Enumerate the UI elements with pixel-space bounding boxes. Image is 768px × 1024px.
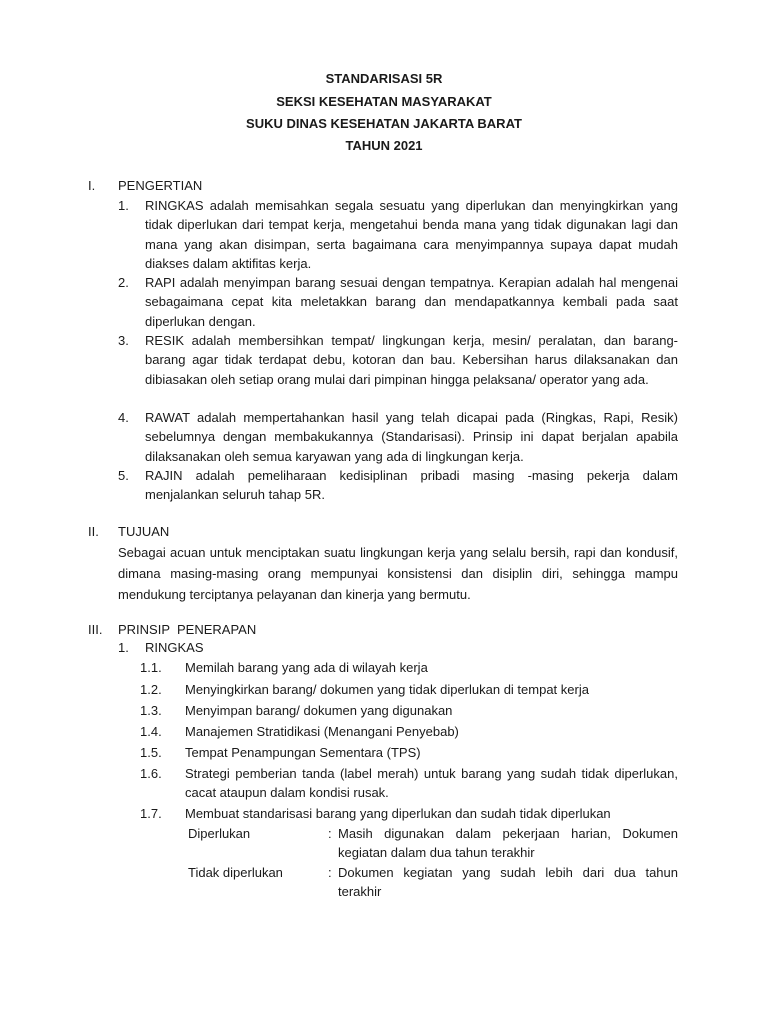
doc-year: TAHUN 2021 [345,138,423,153]
definition-row [188,863,678,902]
section-numeral: II. [88,524,99,539]
sub-item-text: Manajemen Stratidikasi (Menangani Penyebab) [185,724,459,739]
sub-item-text: Memilah barang yang ada di wilayah kerja [185,660,428,675]
item-number: 1. [118,198,129,213]
doc-title: STANDARISASI 5R [325,71,443,86]
sub-item-text: Membuat standarisasi barang yang diperlukan dan sudah tidak diperlukan [185,806,611,821]
sub-item-number: 1.1. [140,660,162,675]
item-number: 5. [118,468,129,483]
list-item [118,331,678,389]
sub-item [140,764,678,803]
list-item [118,196,678,274]
sub-item [140,680,678,699]
item-text: RINGKAS [145,640,204,655]
definition-desc: Dokumen kegiatan yang sudah lebih dari dua tahun terakhir [338,865,678,900]
sub-item [140,804,678,823]
definition-desc: Masih digunakan dalam pekerjaan harian, Dokumen kegiatan dalam dua tahun terakhir [338,826,678,861]
section-numeral: I. [88,178,96,193]
section-title: PRINSIP PENERAPAN [118,622,257,637]
definition-colon: : [328,865,332,880]
item-number: 2. [118,275,129,290]
sub-item-number: 1.7. [140,806,162,821]
sub-item [140,658,678,677]
item-text: RINGKAS adalah memisahkan segala sesuatu yang diperlukan dan menyingkirkan yang tidak diperlukan dari tempat kerja, mengetahui benda mana yang tidak digunakan lagi dan mana yang akan disimpan, serta bagaimana cara menyimpannya supaya dapat mudah diakses dalam aktifitas kerja. [145,198,678,272]
definition-colon: : [328,826,332,841]
list-item [118,273,678,331]
section-title: TUJUAN [118,524,170,539]
definition-term: Diperlukan [188,826,251,841]
list-item [118,466,678,505]
definition-term: Tidak diperlukan [188,865,283,880]
sub-item [140,722,678,741]
item-text: RESIK adalah membersihkan tempat/ lingkungan kerja, mesin/ peralatan, dan barang-barang agar tidak terdapat debu, kotoran dan bau. Kebersihan harus dilaksanakan dan dibiasakan oleh setiap orang mulai dari pimpinan hingga pelaksana/ operator yang ada. [145,333,678,387]
sub-item-number: 1.2. [140,682,162,697]
sub-item-text: Strategi pemberian tanda (label merah) untuk barang yang sudah tidak diperlukan, cacat ataupun dalam kondisi rusak. [185,766,678,801]
sub-item-number: 1.3. [140,703,162,718]
sub-item-text: Menyimpan barang/ dokumen yang digunakan [185,703,453,718]
sub-item-text: Tempat Penampungan Sementara (TPS) [185,745,421,760]
section-numeral: III. [88,622,103,637]
doc-subtitle-office: SUKU DINAS KESEHATAN JAKARTA BARAT [246,116,522,131]
item-text: RAJIN adalah pemeliharaan kedisiplinan pribadi masing -masing pekerja dalam menjalankan seluruh tahap 5R. [145,468,678,503]
list-item [118,638,678,657]
definition-row [188,824,678,863]
section-title: PENGERTIAN [118,178,203,193]
sub-item [140,701,678,720]
sub-item-number: 1.4. [140,724,162,739]
sub-item-text: Menyingkirkan barang/ dokumen yang tidak diperlukan di tempat kerja [185,682,589,697]
item-text: RAPI adalah menyimpan barang sesuai dengan tempatnya. Kerapian adalah hal mengenai sebagaimana cepat kita meletakkan barang dan mendapatkannya kembali pada saat diperlukan dengan. [145,275,678,329]
sub-item-number: 1.5. [140,745,162,760]
doc-subtitle-section: SEKSI KESEHATAN MASYARAKAT [276,94,492,109]
item-number: 3. [118,333,129,348]
item-text: RAWAT adalah mempertahankan hasil yang telah dicapai pada (Ringkas, Rapi, Resik) sebelumnya dengan membakukannya (Standarisasi). Prinsip ini dapat berjalan apabila dilaksanakan oleh semua karyawan yang ada di lingkungan kerja. [145,410,678,464]
paragraph: Sebagai acuan untuk menciptakan suatu lingkungan kerja yang selalu bersih, rapi dan kondusif, dimana masing-masing orang mempunyai konsistensi dan disiplin diri, sehingga mampu mendukung terciptanya pelayanan dan kinerja yang bermutu. [118,545,678,602]
item-number: 4. [118,410,129,425]
sub-item [140,743,678,762]
sub-item-number: 1.6. [140,766,162,781]
item-number: 1. [118,640,129,655]
list-item [118,408,678,466]
